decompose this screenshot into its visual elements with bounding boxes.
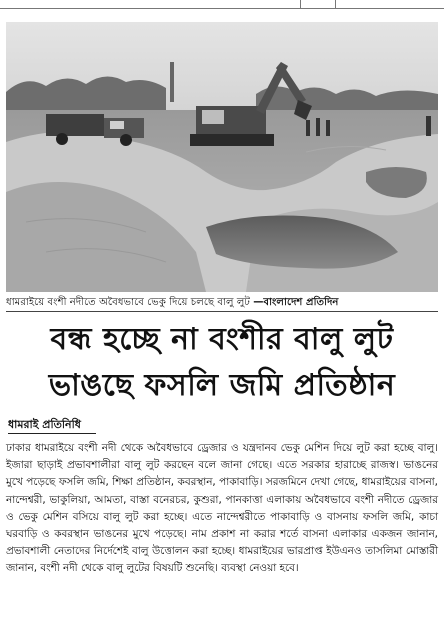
top-rule-left (0, 8, 300, 9)
caption-divider (6, 311, 438, 312)
page-top-border (0, 0, 444, 18)
top-rule-notch (300, 0, 336, 9)
article-body: ঢাকার ধামরাইয়ে বংশী নদী থেকে অবৈধভাবে ড্রেজার ও যন্ত্রদানব ভেকু মেশিন দিয়ে লুট করা হচ্ছে বালু। ইজারা ছাড়াই প্রভাবশালীরা বালু লুট করছেন বলে জানা গেছে। এতে সরকার হারাচ্ছে রাজস্ব। ভাঙনের মুখে পড়েছে ফসলি জমি, শিক্ষা প্রতিষ্ঠান, কবরস্থান, পাকাবাড়ি। সরজমিনে দেখা গেছে, ধামরাইয়ের বাসনা, নান্দেশ্বরী, ভাকুলিয়া, আমতা, বাস্তা বনেরচর, কুশুরা, পানকাত্তা এলাকায় অবৈধভাবে বংশী নদীতে ড্রেজার ও ভেকু মেশিন বসিয়ে বালু লুট করা হচ্ছে। এতে নান্দেশ্বরীতে পাকাবাড়ি ও বাসনায় ফসলি জমি, কাচা ঘরবাড়ি ও কবরস্থান ভাঙনের মুখে পড়েছে। নাম প্রকাশ না করার শর্তে বাসনা এলাকার একজন জানান, প্রভাবশালী নেতাদের নির্দেশেই বালু উত্তোলন করা হচ্ছে। ধামরাইয়ের ভারপ্রাপ্ত ইউএনও তাসলিমা মোস্তারী জানান, বংশী নদী থেকে বালু লুটের বিষয়টি শুনেছি। ব্যবস্থা নেওয়া হবে। (6, 442, 438, 575)
caption-credit: —বাংলাদেশ প্রতিদিন (253, 297, 339, 308)
byline: ধামরাই প্রতিনিধি (8, 418, 81, 431)
photo-caption (6, 296, 438, 309)
top-rule-right (336, 8, 444, 9)
excavator-riverbank-photo (6, 22, 438, 292)
headline-line-2: ভাঙছে ফসলি জমি প্রতিষ্ঠান (48, 368, 396, 403)
byline-underline (8, 433, 96, 434)
news-photo (6, 22, 438, 292)
caption-text: ধামরাইয়ে বংশী নদীতে অবৈধভাবে ভেকু দিয়ে চলছে বালু লুট (6, 297, 250, 308)
headline-line-1: বন্ধ হচ্ছে না বংশীর বালু লুট (50, 322, 394, 357)
